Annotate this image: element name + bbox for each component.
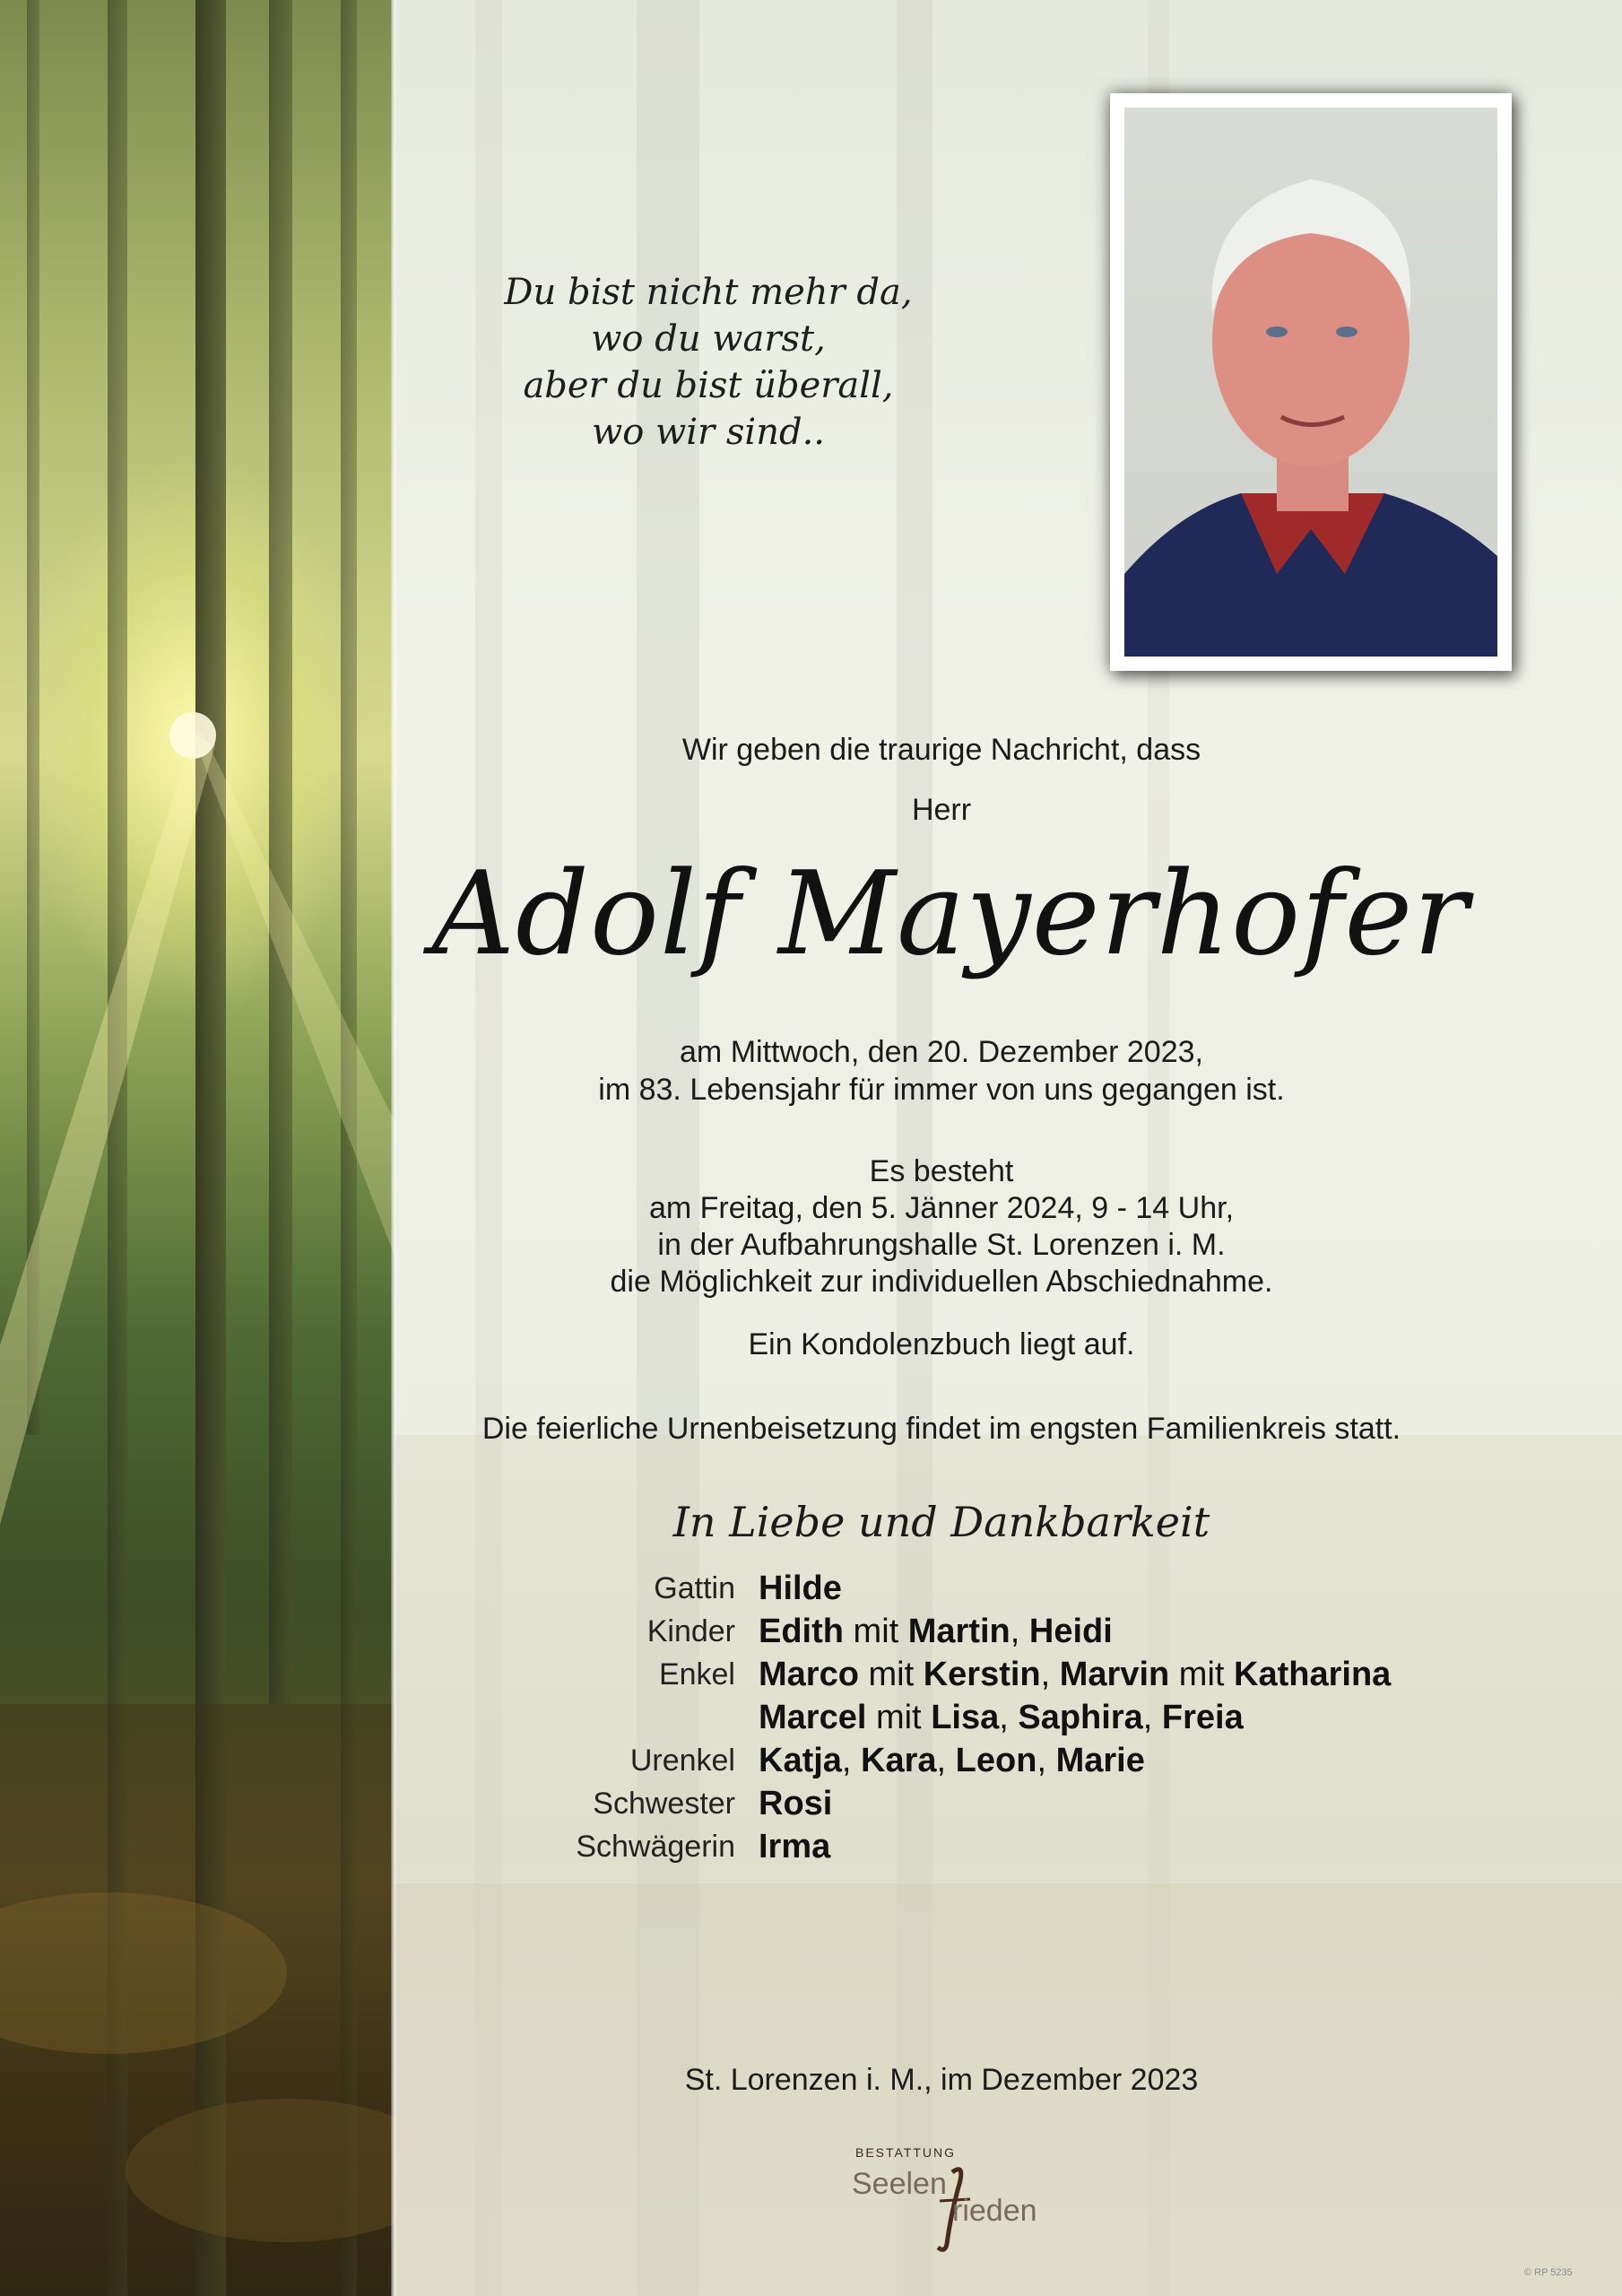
mourner-name: Saphira xyxy=(1018,1699,1143,1736)
relation-label: Kinder xyxy=(646,1614,735,1648)
mourner-name: Marie xyxy=(1055,1742,1145,1779)
mourner-name: Katja xyxy=(759,1742,842,1779)
mourner-names xyxy=(759,1825,830,1868)
name-connector: , xyxy=(936,1742,956,1779)
intro-text: Wir geben die traurige Nachricht, dass xyxy=(681,733,1201,767)
portrait-photo xyxy=(1124,108,1497,657)
mourner-row xyxy=(466,1696,1542,1739)
mourner-name: Marcel xyxy=(759,1699,867,1736)
mourner-row xyxy=(466,1653,1542,1696)
relation-label: Schwägerin xyxy=(576,1830,735,1864)
logo-top-text: BESTATTUNG xyxy=(855,2145,957,2160)
funeral-home-logo xyxy=(852,2145,1067,2253)
mourner-name: Leon xyxy=(955,1742,1037,1779)
print-code: © RP 5235 xyxy=(1524,2267,1573,2278)
quote-line: aber du bist überall, xyxy=(523,365,894,406)
relation-label: Urenkel xyxy=(629,1744,735,1778)
deceased-name: Adolf Mayerhofer xyxy=(431,848,1470,981)
name-connector: , xyxy=(1037,1742,1056,1779)
place-and-date: St. Lorenzen i. M., im Dezember 2023 xyxy=(684,2063,1199,2097)
mourner-row xyxy=(466,1825,1542,1868)
name-connector: , xyxy=(1040,1656,1060,1693)
farewell-line-4: die Möglichkeit zur individuellen Abschiednahme. xyxy=(610,1265,1273,1299)
mourner-name: Irma xyxy=(759,1828,831,1866)
mourners-heading: In Liebe und Dankbarkeit xyxy=(672,1498,1210,1546)
name-connector: , xyxy=(1010,1613,1029,1650)
mourner-names xyxy=(759,1782,832,1825)
forest-background-image xyxy=(0,0,395,2296)
mourner-name: Freia xyxy=(1161,1699,1244,1736)
farewell-line-2: am Freitag, den 5. Jänner 2024, 9 - 14 Uhr, xyxy=(648,1191,1235,1225)
mourner-row xyxy=(466,1567,1542,1610)
mourner-name: Marco xyxy=(759,1656,859,1693)
age-line: im 83. Lebensjahr für immer von uns gegangen ist. xyxy=(598,1073,1285,1107)
name-connector: mit xyxy=(1169,1656,1235,1693)
mourner-row xyxy=(466,1610,1542,1653)
condolence-book: Ein Kondolenzbuch liegt auf. xyxy=(748,1327,1135,1361)
memorial-quote xyxy=(502,269,915,456)
relation-label: Schwester xyxy=(593,1787,735,1821)
name-connector: mit xyxy=(866,1699,932,1736)
name-connector: , xyxy=(841,1742,862,1779)
mourner-row xyxy=(466,1739,1542,1782)
mourner-row xyxy=(466,1782,1542,1825)
quote-line: Du bist nicht mehr da, xyxy=(504,272,913,313)
mourner-name: Kara xyxy=(861,1742,937,1779)
mourner-names xyxy=(759,1696,1244,1739)
salutation: Herr xyxy=(911,793,972,827)
name-connector: mit xyxy=(858,1656,924,1693)
mourner-name: Martin xyxy=(907,1613,1010,1650)
mourner-name: Rosi xyxy=(759,1785,833,1822)
mourner-name: Katharina xyxy=(1234,1656,1392,1693)
panel-divider xyxy=(391,0,396,2296)
mourner-name: Kerstin xyxy=(923,1656,1041,1693)
portrait-frame xyxy=(1110,93,1512,671)
mourner-names xyxy=(759,1653,1391,1696)
name-connector: , xyxy=(1142,1699,1162,1736)
relation-label: Enkel xyxy=(658,1657,735,1692)
farewell-line-3: in der Aufbahrungshalle St. Lorenzen i. M. xyxy=(657,1228,1226,1262)
quote-line: wo wir sind.. xyxy=(591,412,826,453)
logo-word-2: rieden xyxy=(952,2194,1037,2228)
relation-label: Gattin xyxy=(654,1571,735,1605)
logo-word-1: Seelen xyxy=(852,2167,947,2201)
mourner-name: Lisa xyxy=(931,1699,1000,1736)
mourner-names xyxy=(759,1567,842,1610)
mourner-name: Edith xyxy=(759,1613,844,1650)
mourner-name: Marvin xyxy=(1059,1656,1170,1693)
mourner-names xyxy=(759,1610,1113,1653)
burial-notice: Die feierliche Urnenbeisetzung findet im engsten Familienkreis statt. xyxy=(481,1412,1401,1446)
death-date: am Mittwoch, den 20. Dezember 2023, xyxy=(680,1035,1203,1069)
quote-line: wo du warst, xyxy=(591,318,826,360)
mourner-name: Heidi xyxy=(1028,1613,1113,1650)
mourner-name: Hilde xyxy=(759,1570,842,1607)
name-connector: mit xyxy=(843,1613,908,1650)
mourner-names xyxy=(759,1739,1145,1782)
farewell-line-1: Es besteht xyxy=(869,1154,1014,1188)
name-connector: , xyxy=(999,1699,1019,1736)
